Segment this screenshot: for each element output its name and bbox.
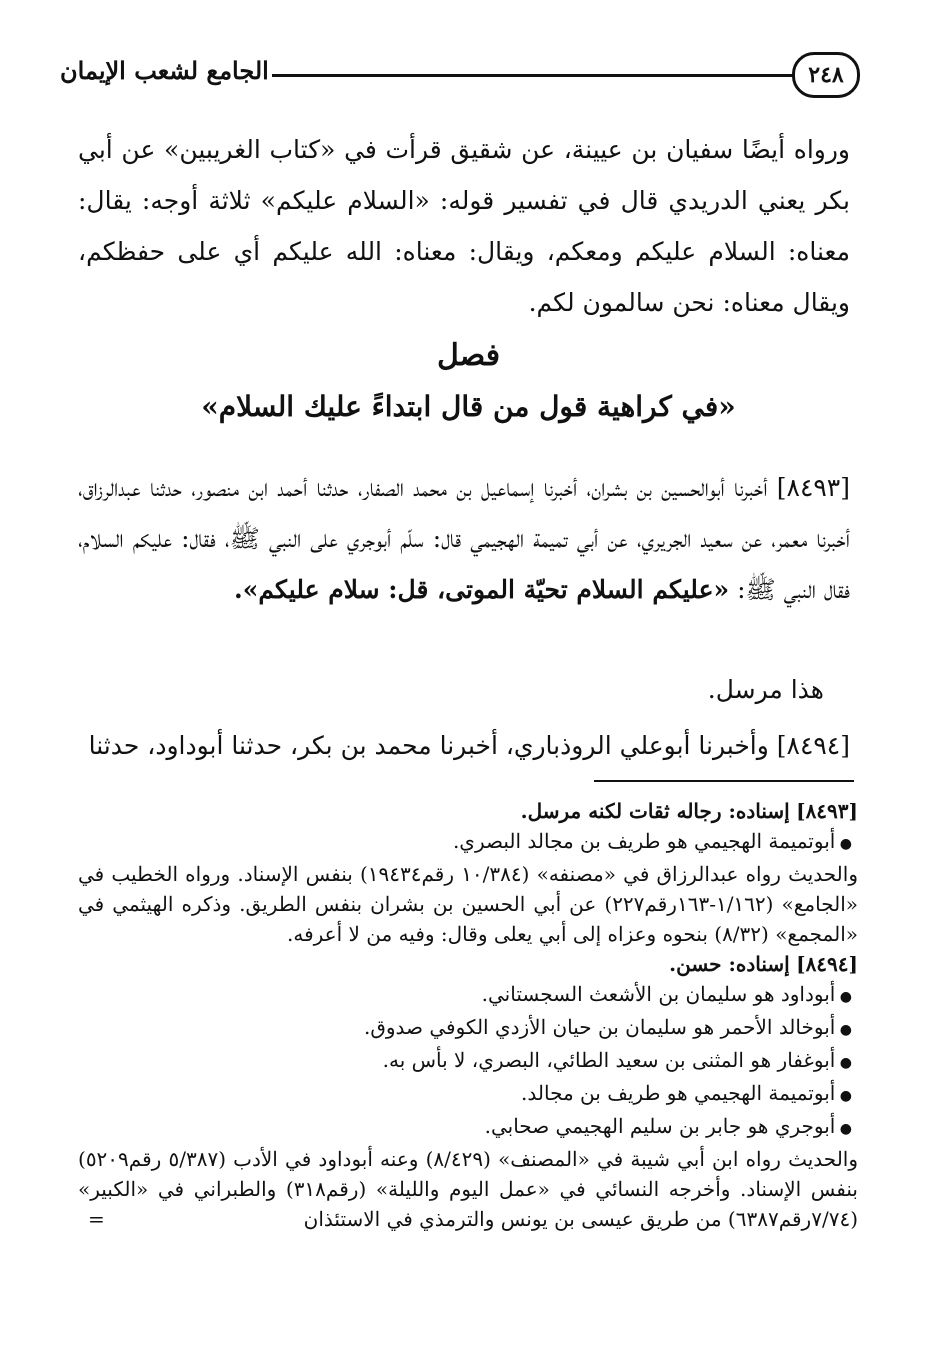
mursal-note: هذا مرسل. bbox=[707, 675, 824, 704]
intro-text: ورواه أيضًا سفيان بن عيينة، عن شقيق قرأت في «كتاب الغريبين» عن أبي بكر يعني الدريدي قال في تفسير قوله: «السلام عليكم» ثلاثة أوجه: يقال: معناه: السلام عليكم ومعكم، ويقال: معناه: الله عليكم أي على حفظكم، ويقال معناه: نحن سالمون لكم. bbox=[78, 135, 850, 317]
footnote-8493-bullet: ● أبوتميمة الهجيمي هو طريف بن مجالد البصري. bbox=[78, 826, 858, 859]
intro-paragraph bbox=[78, 124, 850, 328]
hadith-8494: [٨٤٩٤] وأخبرنا أبوعلي الروذباري، أخبرنا محمد بن بكر، حدثنا أبوداود، حدثنا bbox=[88, 731, 850, 760]
footnote-8493-grade: إسناده: رجاله ثقات لكنه مرسل. bbox=[520, 799, 790, 823]
footnote-8494-bullet: ● أبوتميمة الهجيمي هو طريف بن مجالد. bbox=[78, 1078, 858, 1111]
footnote-8494-heading bbox=[78, 949, 858, 979]
footnote-8493-text: والحديث رواه عبدالرزاق في «مصنفه» (١٠/٣٨٤ رقم١٩٤٣٤) بنفس الإسناد. ورواه الخطيب في «الجامع» (١/١٦٢-١٦٣رقم٢٢٧) عن أبي الحسين بن بشران بنفس الطريق. وذكره الهيثمي في «المجمع» (٨/٣٢) بنحوه وعزاه إلى أبي يعلى وقال: وفيه من لا أعرفه. bbox=[78, 862, 858, 946]
footnote-8493-ref: [٨٤٩٣] bbox=[796, 799, 858, 823]
section-subheading: «في كراهية قول من قال ابتداءً عليك السلام» bbox=[201, 390, 736, 423]
footnote-8493-list bbox=[78, 826, 858, 859]
footnote-8494-text-wrap bbox=[78, 1144, 858, 1234]
footnote-separator bbox=[594, 780, 854, 782]
footnote-8494-bullet: ● أبوجري هو جابر بن سليم الهجيمي صحابي. bbox=[78, 1111, 858, 1144]
footnote-8494-ref: [٨٤٩٤] bbox=[796, 952, 858, 976]
footnote-8494-text: والحديث رواه ابن أبي شيبة في «المصنف» (٨/٤٢٩) وعنه أبوداود في الأدب (٥/٣٨٧ رقم٥٢٠٩) بنفس الإسناد. وأخرجه النسائي في «عمل اليوم والليلة» (رقم٣١٨) والطبراني في «الكبير» (٧/٧٤رقم٦٣٨٧) من طريق عيسى بن يونس والترمذي في الاستئذان bbox=[78, 1147, 859, 1231]
footnote-8494-grade: إسناده: حسن. bbox=[669, 952, 790, 976]
continuation-mark: = bbox=[88, 1207, 105, 1231]
header-rule bbox=[272, 74, 794, 77]
hadith-8493 bbox=[78, 462, 850, 615]
section-heading: فصل bbox=[436, 338, 501, 373]
page-header bbox=[60, 48, 860, 100]
hadith-8493-quote: «عليكم السلام تحيّة الموتى، قل: سلام عليكم». bbox=[234, 575, 730, 604]
page-number: ٢٤٨ bbox=[792, 52, 860, 98]
footnote-8493-heading bbox=[78, 796, 858, 826]
footnote-8494-bullet: ● أبوداود هو سليمان بن الأشعث السجستاني. bbox=[78, 979, 858, 1012]
footnotes bbox=[78, 796, 858, 1234]
book-title: الجامع لشعب الإيمان bbox=[60, 56, 269, 85]
footnote-8494-bullet: ● أبوغفار هو المثنى بن سعيد الطائي، البصري، لا بأس به. bbox=[78, 1045, 858, 1078]
footnote-8494-list bbox=[78, 979, 858, 1144]
footnote-8494-bullet: ● أبوخالد الأحمر هو سليمان بن حيان الأزدي الكوفي صدوق. bbox=[78, 1012, 858, 1045]
hadith-8493-text: [٨٤٩٣] أخبرنا أبوالحسين بن بشران، أخبرنا إسماعيل بن محمد الصفار، حدثنا أحمد ابن منصور، حدثنا عبدالرزاق، أخبرنا معمر، عن سعيد الجريري، عن أبي تميمة الهجيمي قال: سلّم أبوجري على النبي ﷺ، فقال: عليكم السلام، فقال النبي ﷺ: bbox=[78, 473, 850, 604]
